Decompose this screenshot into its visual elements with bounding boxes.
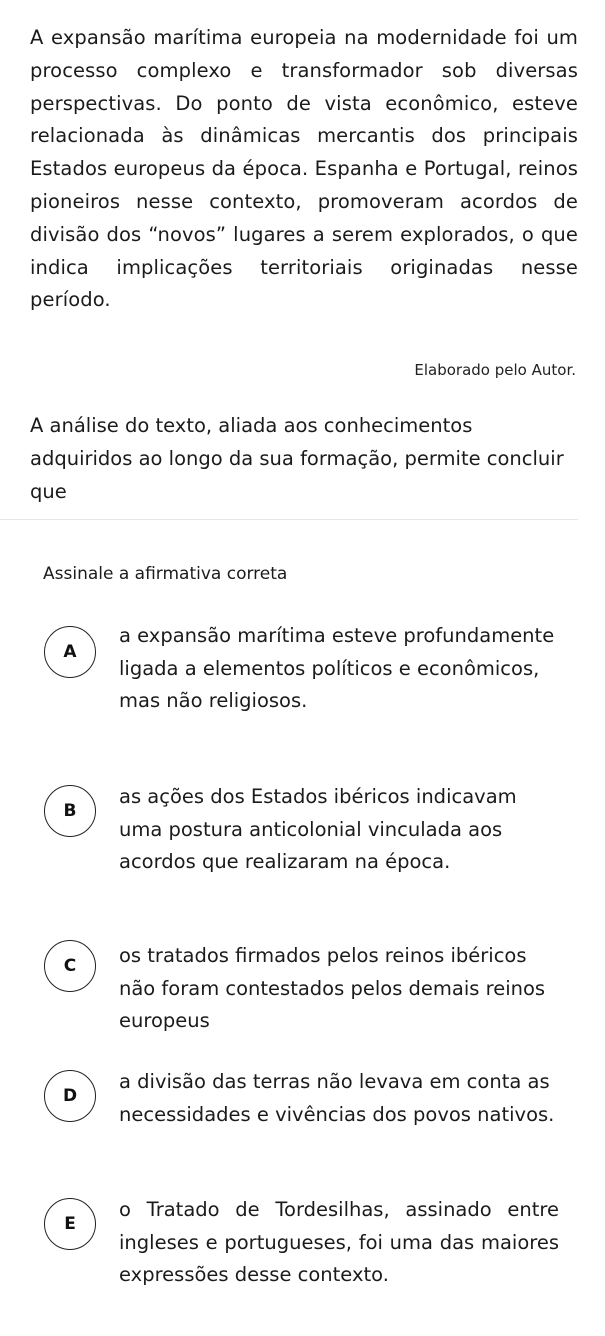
- option-c-letter[interactable]: C: [44, 940, 96, 992]
- question-passage: A expansão marítima europeia na modernidade foi um processo complexo e transformador sob diversas perspectivas. Do ponto de vista econômico, esteve relacionada às dinâmicas mercantis dos principais Estados europeus da época. Espanha e Portugal, reinos pioneiros nesse contexto, promoveram acordos de divisão dos “novos” lugares a serem explorados, o que indica implicações territoriais originadas nesse período.: [30, 26, 578, 312]
- option-c-text[interactable]: os tratados firmados pelos reinos ibéricos não foram contestados pelos demais reinos europeus: [119, 944, 546, 1032]
- option-d-text[interactable]: a divisão das terras não levava em conta as necessidades e vivências dos povos nativos.: [119, 1070, 555, 1126]
- option-a-letter[interactable]: A: [44, 626, 96, 678]
- option-e-letter[interactable]: E: [44, 1198, 96, 1250]
- question-prompt: A análise do texto, aliada aos conhecimentos adquiridos ao longo da sua formação, permite concluir que: [30, 414, 564, 503]
- option-e-text[interactable]: o Tratado de Tordesilhas, assinado entre ingleses e portugueses, foi uma das maiores expressões desse contexto.: [119, 1198, 559, 1286]
- instruction-label: Assinale a afirmativa correta: [43, 564, 288, 584]
- option-b-text[interactable]: as ações dos Estados ibéricos indicavam uma postura anticolonial vinculada aos acordos que realizaram na época.: [119, 785, 517, 873]
- divider: [0, 519, 578, 520]
- option-b-letter[interactable]: B: [44, 785, 96, 837]
- source-citation: Elaborado pelo Autor.: [414, 361, 576, 379]
- option-a-text[interactable]: a expansão marítima esteve profundamente ligada a elementos políticos e econômicos, mas não religiosos.: [119, 624, 555, 712]
- option-d-letter[interactable]: D: [44, 1070, 96, 1122]
